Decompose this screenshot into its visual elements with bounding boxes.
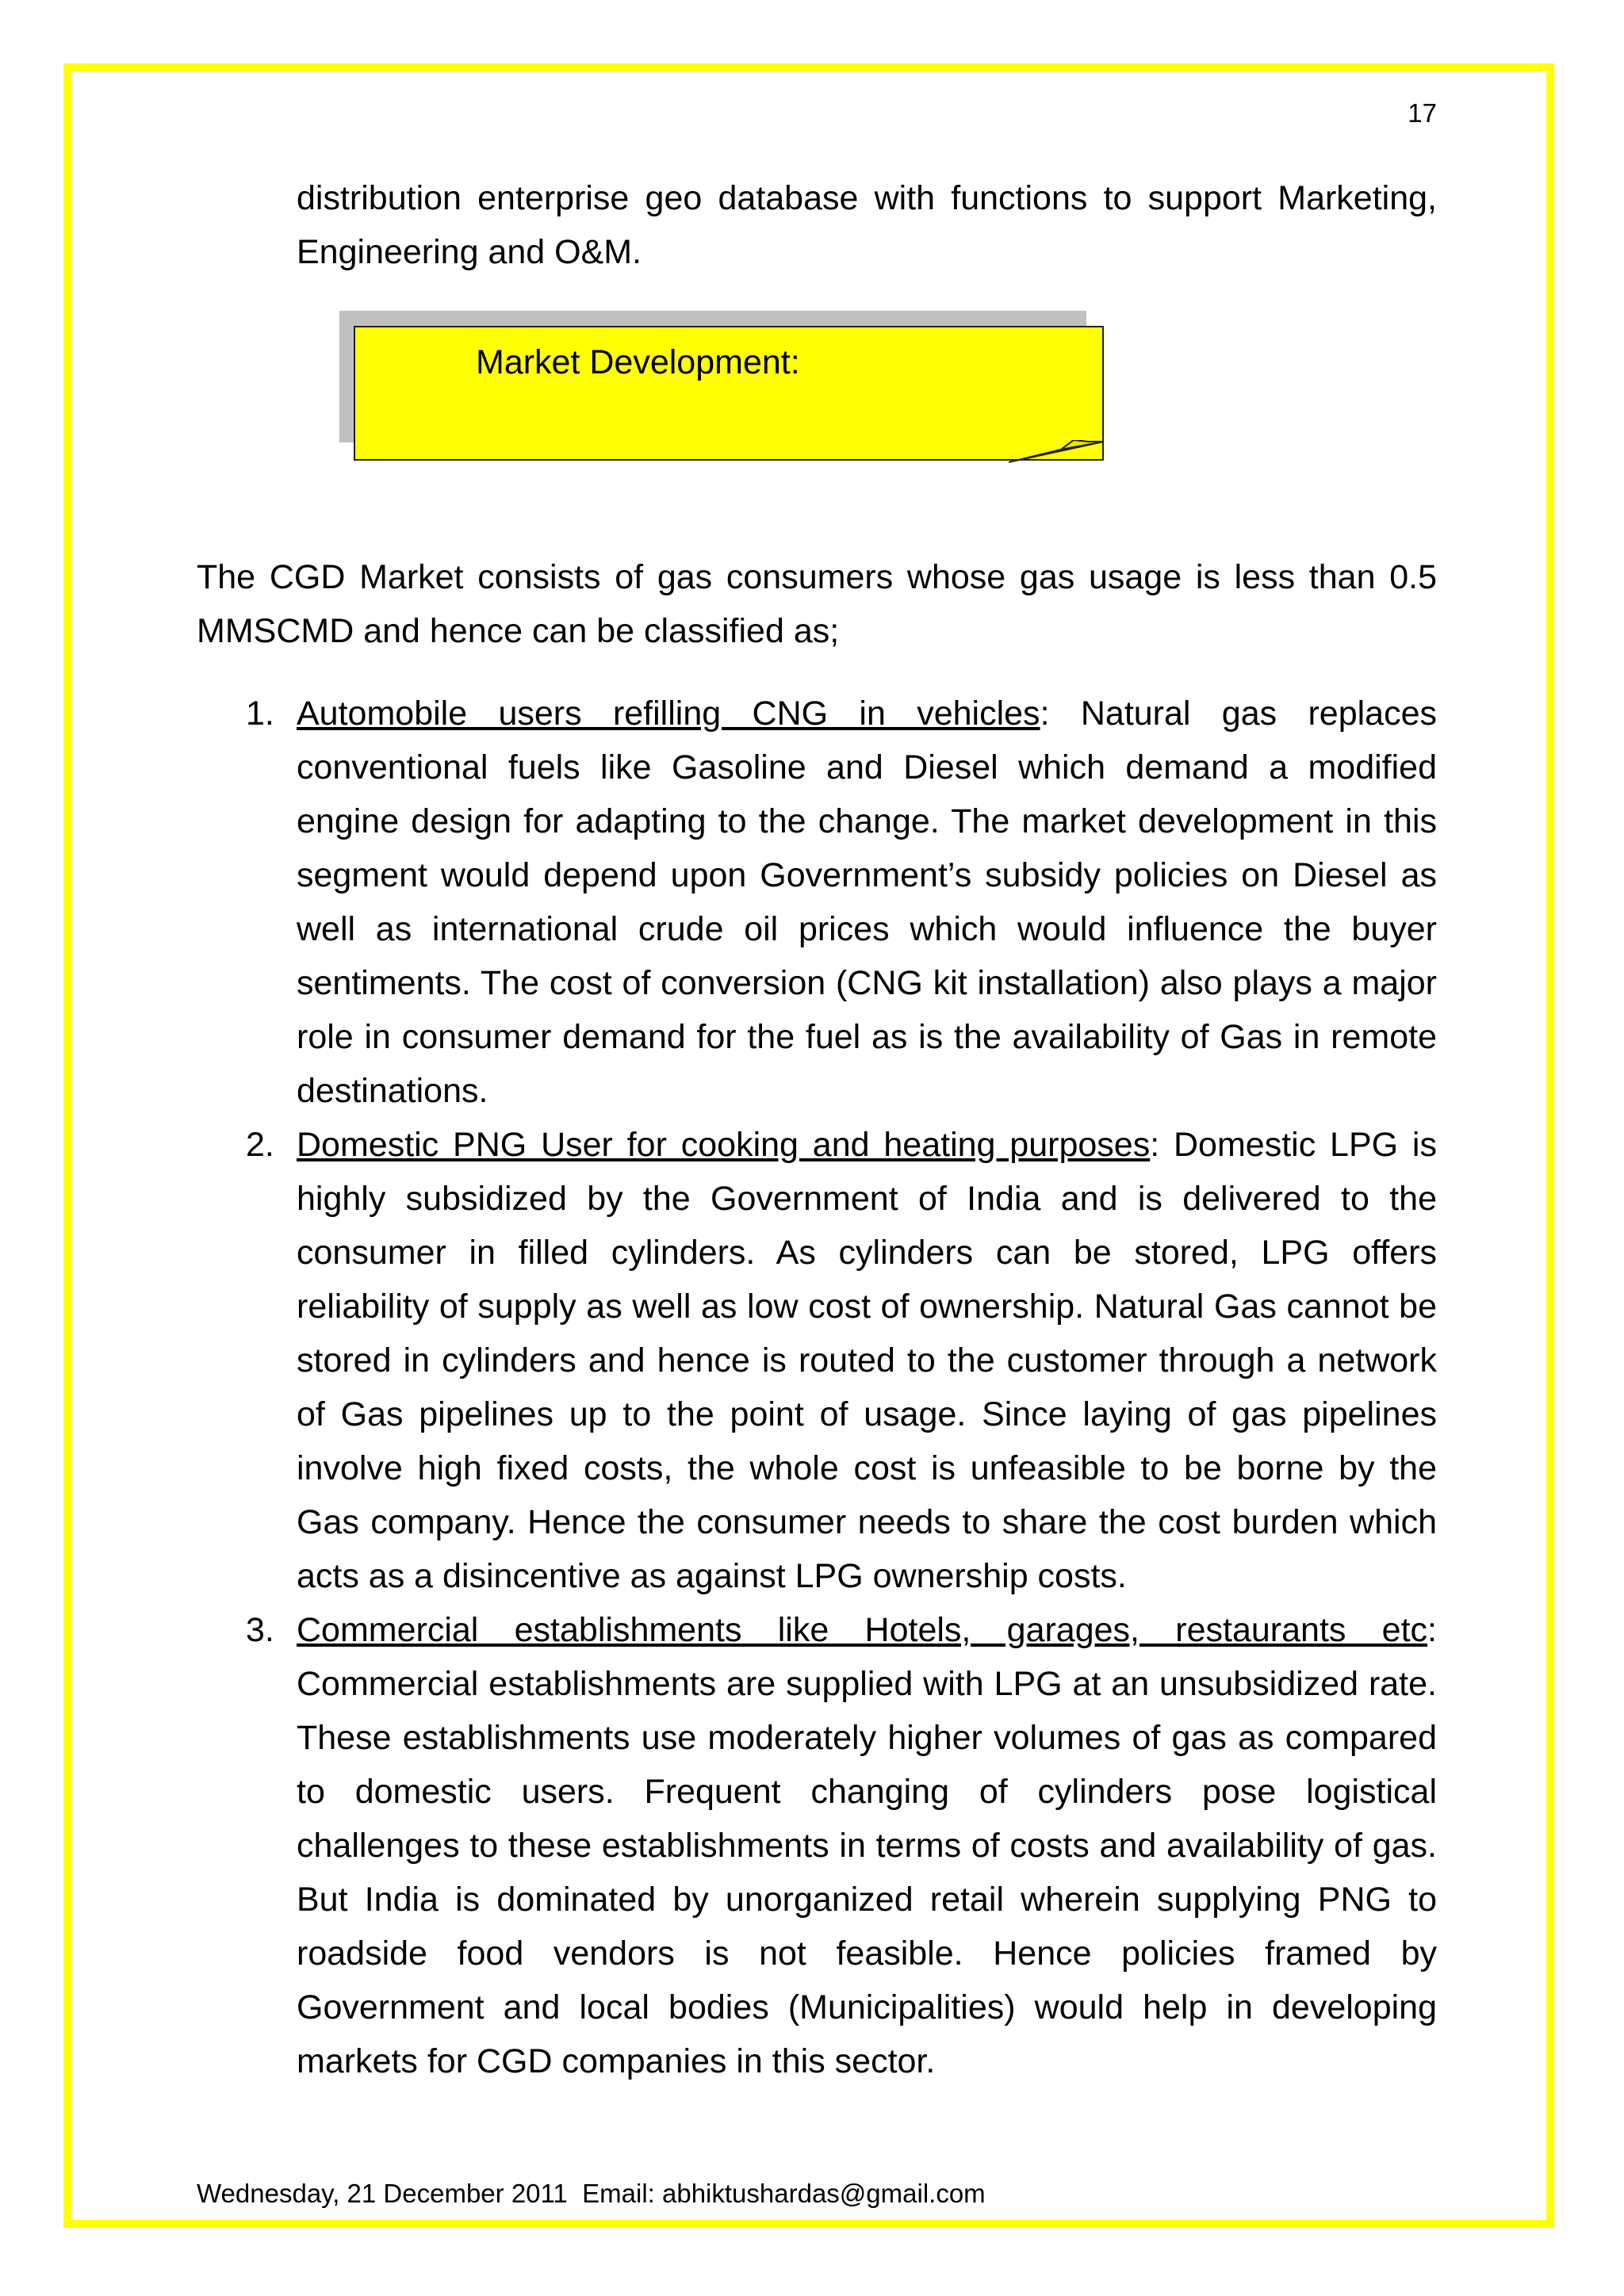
list-item-number: 1. [246, 695, 274, 733]
page-footer [197, 2177, 986, 2210]
page-number: 17 [1408, 98, 1437, 128]
market-paragraph: The CGD Market consists of gas consumers whose gas usage is less than 0.5 MMSCMD and hence can be classified as; [197, 558, 1437, 650]
list-item-heading: Domestic PNG User for cooking and heating purposes [297, 1126, 1151, 1164]
list-item-body: : Commercial establishments are supplied with LPG at an unsubsidized rate. These establishments use moderately higher volumes of gas as compared to domestic users. Frequent changing of cylinders pose logistical challenges to these establishments in terms of costs and availability of gas. But India is dominated by unorganized retail wherein supplying PNG to roadside food vendors is not feasible. Hence policies framed by Government and local bodies (Municipalities) would help in developing markets for CGD companies in this sector. [297, 1611, 1437, 2080]
intro-paragraph: distribution enterprise geo database with functions to support Marketing, Engineering and O&M. [297, 179, 1437, 271]
list-item-heading: Automobile users refilling CNG in vehicles [297, 695, 1040, 733]
list-item-body: : Domestic LPG is highly subsidized by the Government of India and is delivered to the consumer in filled cylinders. As cylinders can be stored, LPG offers reliability of supply as well as low cost of ownership. Natural Gas cannot be stored in cylinders and hence is routed to the customer through a network of Gas pipelines up to the point of usage. Since laying of gas pipelines involve high fixed costs, the whole cost is unfeasible to be borne by the Gas company. Hence the consumer needs to share the cost burden which acts as a disincentive as against LPG ownership costs. [297, 1126, 1437, 1595]
list-item-number: 3. [246, 1611, 274, 1649]
list-item-heading: Commercial establishments like Hotels, garages, restaurants etc [297, 1611, 1428, 1649]
list-item-body: : Natural gas replaces conventional fuels like Gasoline and Diesel which demand a modified engine design for adapting to the change. The market development in this segment would depend upon Government’s subsidy policies on Diesel as well as international crude oil prices which would influence the buyer sentiments. The cost of conversion (CNG kit installation) also plays a major role in consumer demand for the fuel as is the availability of Gas in remote destinations. [297, 695, 1437, 1110]
callout-folded-corner [1009, 440, 1105, 464]
callout-title: Market Development: [476, 343, 800, 381]
list-item [197, 687, 1437, 1118]
footer-date: Wednesday, 21 December 2011 [197, 2179, 568, 2208]
list-item-number: 2. [246, 1126, 274, 1164]
consumer-segment-list [197, 687, 1437, 2088]
list-item [197, 1603, 1437, 2088]
footer-email: Email: abhiktushardas@gmail.com [582, 2179, 986, 2208]
list-item [197, 1118, 1437, 1603]
